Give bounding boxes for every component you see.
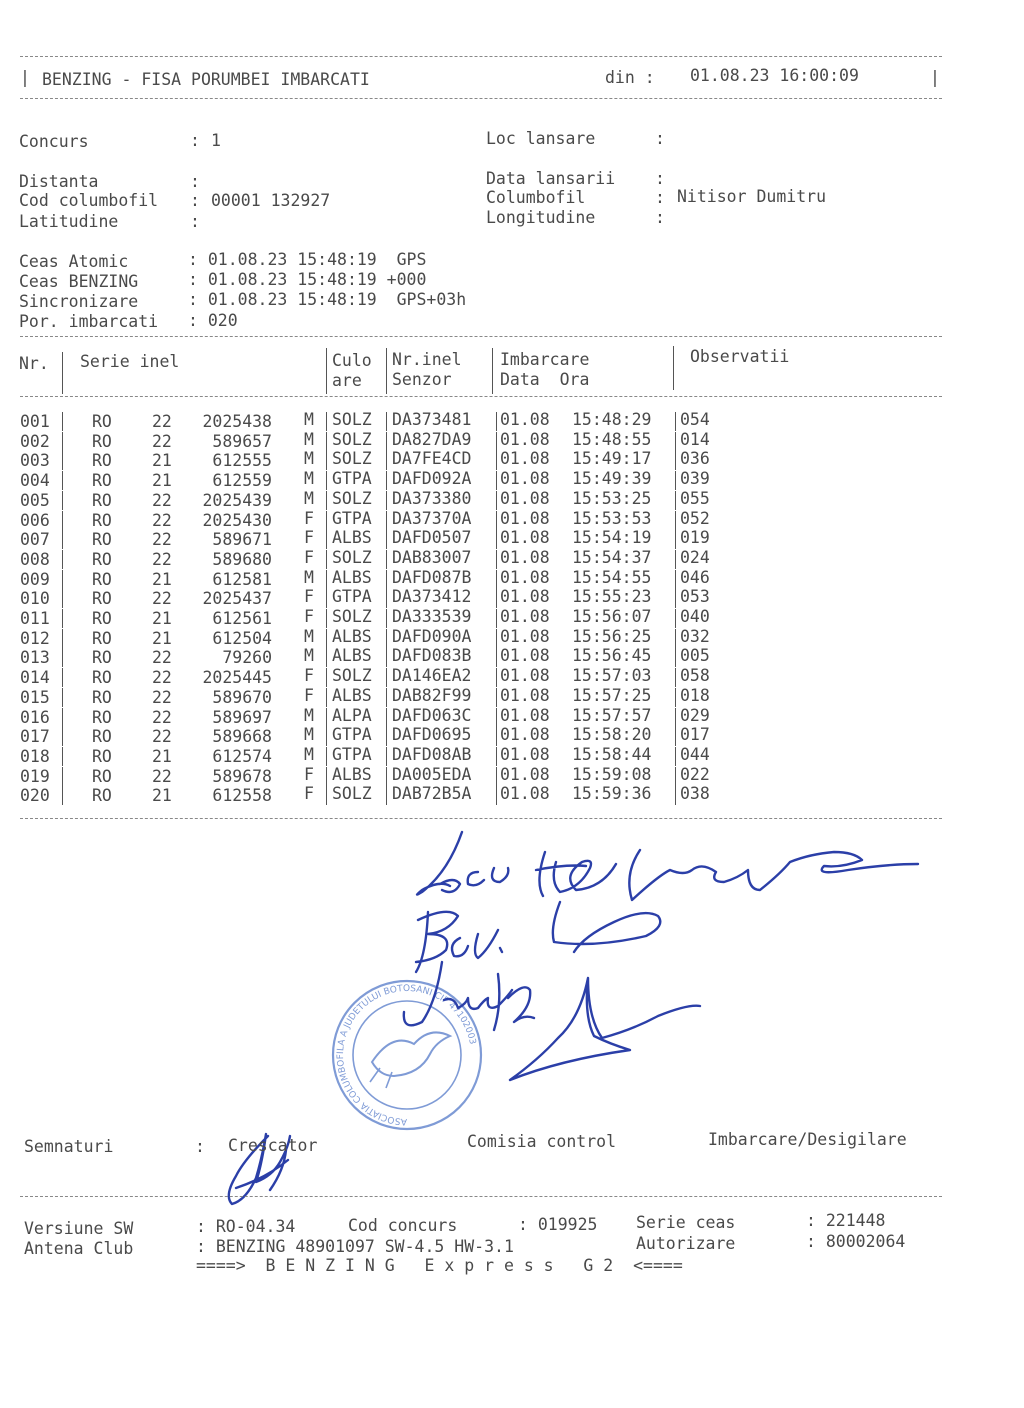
header-timestamp: 01.08.23 16:00:09 — [690, 66, 859, 85]
cell-observatii: 022 — [680, 764, 710, 784]
cell-senzor: DAFD090A — [392, 626, 472, 646]
concurs-label: Concurs — [19, 132, 89, 151]
serie-ceas-value: : 221448 — [806, 1211, 886, 1230]
cell-sex: F — [304, 784, 314, 804]
cell-observatii: 019 — [680, 528, 710, 548]
cell-observatii: 014 — [680, 429, 710, 449]
cell-nr: 016 — [20, 707, 50, 727]
cell-nr: 015 — [20, 687, 50, 707]
cell-sex: F — [304, 666, 314, 686]
cell-nr: 012 — [20, 628, 50, 648]
cell-tara: RO — [92, 490, 112, 510]
cell-ora: 15:57:25 — [572, 685, 652, 705]
cell-sex: M — [304, 646, 314, 666]
cell-data: 01.08 — [500, 607, 550, 626]
cell-senzor: DA7FE4CD — [392, 449, 472, 469]
cell-inel: 589670 — [212, 687, 272, 707]
cell-inel: 2025438 — [202, 412, 272, 431]
cell-an: 21 — [152, 451, 172, 471]
concurs-value: 1 — [211, 131, 221, 150]
cell-culoare: ALBS — [332, 685, 372, 705]
semnaturi-label: Semnaturi — [24, 1137, 114, 1156]
cell-culoare: SOLZ — [332, 666, 372, 686]
cell-culoare: SOLZ — [332, 410, 372, 429]
cell-tara: RO — [92, 707, 112, 727]
cell-an: 21 — [152, 746, 172, 766]
cell-ora: 15:56:25 — [572, 626, 652, 646]
cell-tara: RO — [92, 727, 112, 747]
cell-senzor: DA373412 — [392, 587, 472, 607]
cell-ora: 15:49:39 — [572, 469, 652, 489]
benzing-express-banner: ====> B E N Z I N G E x p r e s s G 2 <==== — [196, 1256, 683, 1275]
cell-tara: RO — [92, 510, 112, 530]
header-right-bar: | — [930, 68, 940, 87]
cell-inel: 2025439 — [202, 490, 272, 510]
cell-nr: 007 — [20, 530, 50, 550]
cell-observatii: 058 — [680, 666, 710, 686]
col-header-imbarcare-2: Data Ora — [500, 370, 590, 389]
cell-senzor: DAB83007 — [392, 547, 472, 567]
cell-data: 01.08 — [500, 626, 550, 646]
cell-senzor: DA37370A — [392, 508, 472, 528]
cell-ora: 15:57:57 — [572, 705, 652, 725]
cell-nr: 008 — [20, 549, 50, 569]
cell-inel: 612561 — [212, 609, 272, 628]
cell-an: 22 — [152, 707, 172, 727]
cell-tara: RO — [92, 609, 112, 628]
cell-tara: RO — [92, 549, 112, 569]
longitudine-label: Longitudine — [486, 208, 596, 227]
cell-tara: RO — [92, 412, 112, 431]
cell-data: 01.08 — [500, 508, 550, 528]
cell-observatii: 005 — [680, 646, 710, 666]
latitudine-sep: : — [190, 212, 200, 231]
cell-observatii: 018 — [680, 685, 710, 705]
cell-sex: F — [304, 508, 314, 528]
cell-inel: 589671 — [212, 530, 272, 550]
cell-tara: RO — [92, 451, 112, 471]
cell-ora: 15:48:29 — [572, 410, 652, 429]
cell-nr: 014 — [20, 668, 50, 688]
cell-data: 01.08 — [500, 528, 550, 548]
latitudine-label: Latitudine — [19, 212, 119, 231]
cell-observatii: 024 — [680, 547, 710, 567]
cell-an: 22 — [152, 687, 172, 707]
concurs-sep: : — [190, 131, 200, 150]
cell-senzor: DAB82F99 — [392, 685, 472, 705]
cell-an: 21 — [152, 569, 172, 589]
cell-observatii: 038 — [680, 784, 710, 804]
cell-an: 21 — [152, 628, 172, 648]
cell-ora: 15:55:23 — [572, 587, 652, 607]
cell-nr: 011 — [20, 609, 50, 628]
cell-an: 22 — [152, 766, 172, 786]
header-left-bar: | — [20, 68, 30, 87]
cell-sex: F — [304, 528, 314, 548]
cell-inel: 2025437 — [202, 589, 272, 609]
cell-sex: F — [304, 547, 314, 567]
cod-concurs-label: Cod concurs — [348, 1216, 458, 1235]
cell-culoare: SOLZ — [332, 547, 372, 567]
cell-culoare: ALBS — [332, 567, 372, 587]
cell-tara: RO — [92, 687, 112, 707]
cell-tara: RO — [92, 530, 112, 550]
cell-inel: 2025445 — [202, 668, 272, 688]
cell-an: 22 — [152, 510, 172, 530]
cell-an: 22 — [152, 668, 172, 688]
cell-inel: 589657 — [212, 431, 272, 451]
cell-ora: 15:58:20 — [572, 725, 652, 745]
cell-tara: RO — [92, 589, 112, 609]
col-header-culoare-1: Culo — [332, 351, 372, 370]
cell-tara: RO — [92, 668, 112, 688]
cell-an: 22 — [152, 549, 172, 569]
cell-sex: F — [304, 587, 314, 607]
por-imbarcati-label: Por. imbarcati — [19, 312, 159, 331]
cell-inel: 589680 — [212, 549, 272, 569]
cell-inel: 612581 — [212, 569, 272, 589]
cod-columbofil-value: 00001 132927 — [211, 191, 331, 210]
cell-data: 01.08 — [500, 547, 550, 567]
cell-inel: 589678 — [212, 766, 272, 786]
cell-data: 01.08 — [500, 646, 550, 666]
cell-sex: M — [304, 744, 314, 764]
cell-senzor: DAFD0695 — [392, 725, 472, 745]
loc-lansare-label: Loc lansare — [486, 129, 596, 148]
cell-nr: 005 — [20, 490, 50, 510]
cell-ora: 15:54:19 — [572, 528, 652, 548]
cell-observatii: 032 — [680, 626, 710, 646]
col-header-culoare-2: are — [332, 371, 362, 390]
cell-data: 01.08 — [500, 744, 550, 764]
semnaturi-sep: : — [195, 1137, 205, 1156]
cell-inel: 612574 — [212, 746, 272, 766]
cell-sex: F — [304, 764, 314, 784]
versiune-sw-label: Versiune SW — [24, 1219, 134, 1238]
cell-senzor: DAFD083B — [392, 646, 472, 666]
club-stamp-seal — [333, 981, 481, 1129]
cell-senzor: DA333539 — [392, 607, 472, 626]
cell-data: 01.08 — [500, 429, 550, 449]
cell-observatii: 052 — [680, 508, 710, 528]
cell-nr: 006 — [20, 510, 50, 530]
cell-nr: 009 — [20, 569, 50, 589]
cell-data: 01.08 — [500, 784, 550, 804]
antena-club-label: Antena Club — [24, 1239, 134, 1258]
cell-senzor: DAFD092A — [392, 469, 472, 489]
autorizare-label: Autorizare — [636, 1234, 736, 1253]
cell-senzor: DAB72B5A — [392, 784, 472, 804]
cell-an: 22 — [152, 589, 172, 609]
cell-nr: 003 — [20, 451, 50, 471]
autorizare-value: : 80002064 — [806, 1232, 906, 1251]
cell-culoare: GTPA — [332, 587, 372, 607]
cell-culoare: ALBS — [332, 528, 372, 548]
cell-ora: 15:48:55 — [572, 429, 652, 449]
cell-data: 01.08 — [500, 705, 550, 725]
cod-concurs-value: : 019925 — [518, 1215, 598, 1234]
cell-inel: 2025430 — [202, 510, 272, 530]
cell-inel: 79260 — [222, 648, 272, 668]
cell-sex: M — [304, 725, 314, 745]
cell-an: 22 — [152, 490, 172, 510]
cell-an: 22 — [152, 727, 172, 747]
col-header-observatii: Observatii — [690, 347, 790, 366]
cell-culoare: SOLZ — [332, 607, 372, 626]
serie-ceas-label: Serie ceas — [636, 1213, 736, 1232]
cell-sex: M — [304, 626, 314, 646]
cell-observatii: 054 — [680, 410, 710, 429]
cell-culoare: SOLZ — [332, 784, 372, 804]
cell-culoare: GTPA — [332, 508, 372, 528]
cell-sex: M — [304, 469, 314, 489]
cell-tara: RO — [92, 471, 112, 491]
cell-tara: RO — [92, 746, 112, 766]
cod-columbofil-label: Cod columbofil — [19, 191, 159, 210]
cell-inel: 589668 — [212, 727, 272, 747]
longitudine-sep: : — [655, 208, 665, 227]
cell-culoare: ALBS — [332, 626, 372, 646]
cell-data: 01.08 — [500, 469, 550, 489]
columbofil-label: Columbofil — [486, 188, 586, 207]
por-imbarcati-value: : 020 — [188, 311, 238, 330]
cell-an: 22 — [152, 648, 172, 668]
cell-tara: RO — [92, 766, 112, 786]
cell-nr: 013 — [20, 648, 50, 668]
cell-senzor: DA373380 — [392, 488, 472, 508]
cell-senzor: DA827DA9 — [392, 429, 472, 449]
ceas-benzing-label: Ceas BENZING — [19, 272, 139, 291]
cell-ora: 15:56:07 — [572, 607, 652, 626]
cell-senzor: DAFD0507 — [392, 528, 472, 548]
cell-ora: 15:49:17 — [572, 449, 652, 469]
page-title: BENZING - FISA PORUMBEI IMBARCATI — [42, 70, 370, 89]
cell-an: 21 — [152, 609, 172, 628]
cell-nr: 002 — [20, 431, 50, 451]
cell-ora: 15:58:44 — [572, 744, 652, 764]
cell-senzor: DA373481 — [392, 410, 472, 429]
cell-culoare: SOLZ — [332, 429, 372, 449]
cell-tara: RO — [92, 648, 112, 668]
antena-club-value: : BENZING 48901097 SW-4.5 HW-3.1 — [196, 1237, 514, 1256]
cell-observatii: 036 — [680, 449, 710, 469]
cell-nr: 010 — [20, 589, 50, 609]
comisia-control-label: Comisia control — [467, 1132, 617, 1151]
cell-culoare: SOLZ — [332, 488, 372, 508]
stamp-text: ASOCIATIA COLUMBOFILA A JUDETULUI BOTOSANI CIF 47102003 — [336, 983, 478, 1127]
cell-senzor: DA146EA2 — [392, 666, 472, 686]
cell-ora: 15:54:37 — [572, 547, 652, 567]
cell-an: 22 — [152, 431, 172, 451]
cell-observatii: 029 — [680, 705, 710, 725]
cell-ora: 15:56:45 — [572, 646, 652, 666]
cell-inel: 612555 — [212, 451, 272, 471]
ceas-atomic-value: : 01.08.23 15:48:19 GPS — [188, 250, 427, 269]
col-header-nrinel-2: Senzor — [392, 370, 452, 389]
cell-sex: M — [304, 429, 314, 449]
cell-observatii: 055 — [680, 488, 710, 508]
cell-observatii: 046 — [680, 567, 710, 587]
cell-senzor: DAFD08AB — [392, 744, 472, 764]
cell-ora: 15:53:53 — [572, 508, 652, 528]
cell-data: 01.08 — [500, 725, 550, 745]
cell-nr: 020 — [20, 786, 50, 806]
cell-senzor: DAFD087B — [392, 567, 472, 587]
sincronizare-value: : 01.08.23 15:48:19 GPS+03h — [188, 290, 467, 309]
cell-ora: 15:53:25 — [572, 488, 652, 508]
loc-lansare-sep: : — [655, 129, 665, 148]
cell-senzor: DAFD063C — [392, 705, 472, 725]
cell-culoare: ALPA — [332, 705, 372, 725]
cell-sex: M — [304, 567, 314, 587]
cod-columbofil-sep: : — [190, 191, 200, 210]
cell-ora: 15:57:03 — [572, 666, 652, 686]
cell-tara: RO — [92, 569, 112, 589]
col-header-imbarcare-1: Imbarcare — [500, 350, 590, 369]
cell-nr: 017 — [20, 727, 50, 747]
header-din-label: din : — [605, 68, 655, 87]
cell-an: 22 — [152, 412, 172, 431]
cell-tara: RO — [92, 786, 112, 806]
distanta-label: Distanta — [19, 172, 99, 191]
cell-inel: 589697 — [212, 707, 272, 727]
cell-observatii: 039 — [680, 469, 710, 489]
cell-inel: 612559 — [212, 471, 272, 491]
cell-data: 01.08 — [500, 410, 550, 429]
cell-data: 01.08 — [500, 449, 550, 469]
versiune-sw-value: : RO-04.34 — [196, 1217, 296, 1236]
cell-data: 01.08 — [500, 666, 550, 686]
cell-data: 01.08 — [500, 587, 550, 607]
cell-nr: 004 — [20, 471, 50, 491]
cell-data: 01.08 — [500, 764, 550, 784]
cell-culoare: ALBS — [332, 646, 372, 666]
cell-inel: 612504 — [212, 628, 272, 648]
cell-observatii: 040 — [680, 607, 710, 626]
col-header-nrinel-1: Nr.inel — [392, 350, 462, 369]
cell-data: 01.08 — [500, 685, 550, 705]
cell-data: 01.08 — [500, 567, 550, 587]
cell-inel: 612558 — [212, 786, 272, 806]
cell-sex: F — [304, 685, 314, 705]
cell-sex: F — [304, 607, 314, 626]
cell-senzor: DA005EDA — [392, 764, 472, 784]
cell-an: 21 — [152, 786, 172, 806]
cell-culoare: GTPA — [332, 744, 372, 764]
col-header-nr: Nr. — [19, 354, 49, 373]
cell-an: 22 — [152, 530, 172, 550]
cell-data: 01.08 — [500, 488, 550, 508]
distanta-sep: : — [190, 172, 200, 191]
cell-ora: 15:54:55 — [572, 567, 652, 587]
columbofil-value: Nitisor Dumitru — [677, 187, 827, 206]
ceas-atomic-label: Ceas Atomic — [19, 252, 129, 271]
cell-culoare: GTPA — [332, 469, 372, 489]
cell-culoare: ALBS — [332, 764, 372, 784]
data-lansarii-sep: : — [655, 169, 665, 188]
cell-observatii: 044 — [680, 744, 710, 764]
imbarcare-desigilare-label: Imbarcare/Desigilare — [708, 1130, 907, 1149]
cell-observatii: 017 — [680, 725, 710, 745]
cell-sex: M — [304, 410, 314, 429]
cell-observatii: 053 — [680, 587, 710, 607]
footer-rule — [20, 1196, 942, 1197]
cell-sex: M — [304, 449, 314, 469]
cell-an: 21 — [152, 471, 172, 491]
columbofil-sep: : — [655, 188, 665, 207]
cell-nr: 018 — [20, 746, 50, 766]
cell-tara: RO — [92, 628, 112, 648]
cell-ora: 15:59:36 — [572, 784, 652, 804]
cell-tara: RO — [92, 431, 112, 451]
col-header-serie: Serie inel — [80, 352, 180, 371]
cell-nr: 019 — [20, 766, 50, 786]
sincronizare-label: Sincronizare — [19, 292, 139, 311]
crescator-label: Crescator — [228, 1136, 318, 1155]
data-lansarii-label: Data lansarii — [486, 169, 616, 188]
cell-nr: 001 — [20, 412, 50, 431]
cell-ora: 15:59:08 — [572, 764, 652, 784]
cell-sex: M — [304, 705, 314, 725]
cell-culoare: GTPA — [332, 725, 372, 745]
cell-sex: M — [304, 488, 314, 508]
ceas-benzing-value: : 01.08.23 15:48:19 +000 — [188, 270, 427, 289]
cell-culoare: SOLZ — [332, 449, 372, 469]
